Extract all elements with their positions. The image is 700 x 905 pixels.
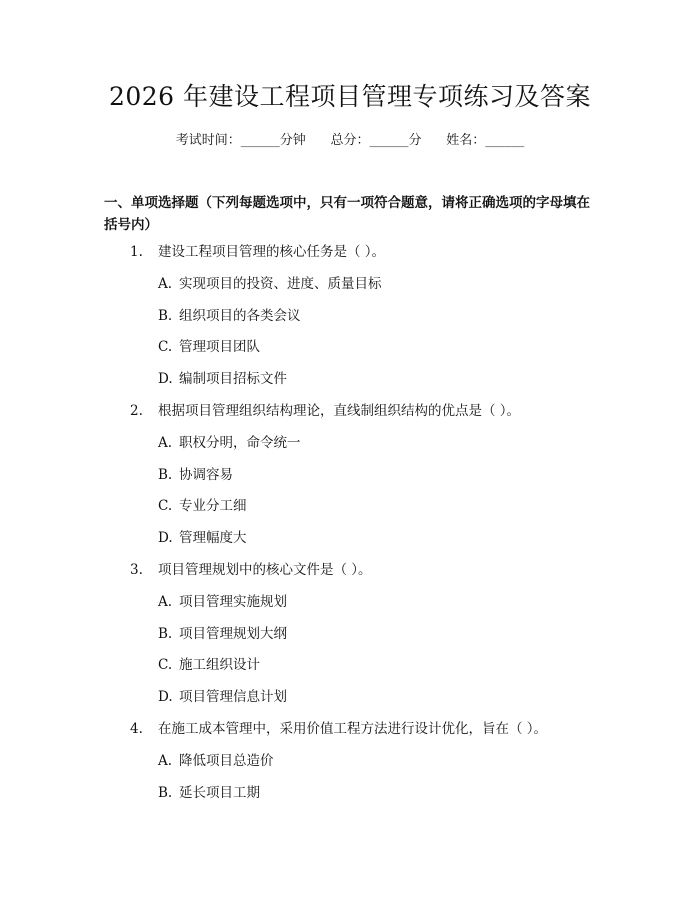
question-4-option-a [0, 746, 700, 778]
option-text: 项目管理信息计划 [179, 689, 287, 706]
option-letter: A. [158, 434, 173, 451]
question-number: 1. [130, 244, 143, 260]
question-number: 2. [130, 402, 143, 419]
question-3-option-c [0, 650, 700, 682]
question-4-option-b [0, 778, 700, 810]
question-1-option-c [0, 332, 700, 364]
question-3-option-d [0, 682, 700, 714]
exam-info-line: 考试时间：______分钟 总分：______分 姓名：______ [175, 133, 525, 148]
section-heading: 一、单项选择题（下列每题选项中，只有一项符合题意，请将正确选项的字母填在括号内） [104, 195, 590, 233]
option-letter: D. [158, 371, 173, 388]
option-letter: A. [158, 752, 173, 769]
question-3-option-a [0, 587, 700, 619]
option-letter: C. [158, 339, 173, 356]
option-letter: C. [158, 657, 173, 674]
option-letter: B. [158, 784, 173, 801]
question-text: 根据项目管理组织结构理论，直线制组织结构的优点是（ ）。 [158, 402, 521, 419]
option-letter: B. [158, 625, 173, 642]
option-letter: D. [158, 689, 173, 706]
document-title: 2026 年建设工程项目管理专项练习及答案 [108, 82, 592, 111]
option-text: 职权分明，命令统一 [179, 434, 301, 451]
question-3 [0, 555, 700, 587]
option-text: 延长项目工期 [179, 784, 260, 801]
option-text: 项目管理规划大纲 [179, 625, 287, 642]
question-2-option-a [0, 428, 700, 460]
question-number: 3. [130, 561, 143, 578]
option-letter: B. [158, 466, 173, 483]
option-text: 施工组织设计 [179, 657, 260, 674]
question-2-option-b [0, 460, 700, 492]
option-text: 协调容易 [179, 466, 233, 483]
question-2-option-c [0, 491, 700, 523]
option-text: 管理项目团队 [179, 339, 260, 356]
option-letter: A. [158, 593, 173, 610]
question-4 [0, 714, 700, 746]
option-text: 实现项目的投资、进度、质量目标 [179, 275, 382, 292]
question-1 [0, 237, 700, 269]
question-text: 建设工程项目管理的核心任务是（ ）。 [158, 244, 386, 260]
question-number: 4. [130, 720, 143, 737]
question-1-option-d [0, 364, 700, 396]
question-1-option-b [0, 301, 700, 333]
question-list [0, 237, 700, 809]
option-letter: C. [158, 498, 173, 515]
option-text: 降低项目总造价 [179, 752, 274, 769]
question-2-option-d [0, 523, 700, 555]
question-text: 项目管理规划中的核心文件是（ ）。 [158, 561, 372, 578]
question-text: 在施工成本管理中，采用价值工程方法进行设计优化，旨在（ ）。 [158, 720, 548, 737]
option-letter: A. [158, 275, 173, 292]
option-text: 编制项目招标文件 [179, 371, 287, 388]
option-text: 项目管理实施规划 [179, 593, 287, 610]
question-3-option-b [0, 619, 700, 651]
option-text: 组织项目的各类会议 [179, 307, 301, 324]
question-1-option-a [0, 269, 700, 301]
option-letter: D. [158, 530, 173, 547]
option-text: 专业分工细 [179, 498, 247, 515]
option-letter: B. [158, 307, 173, 324]
option-text: 管理幅度大 [179, 530, 247, 547]
question-2 [0, 396, 700, 428]
